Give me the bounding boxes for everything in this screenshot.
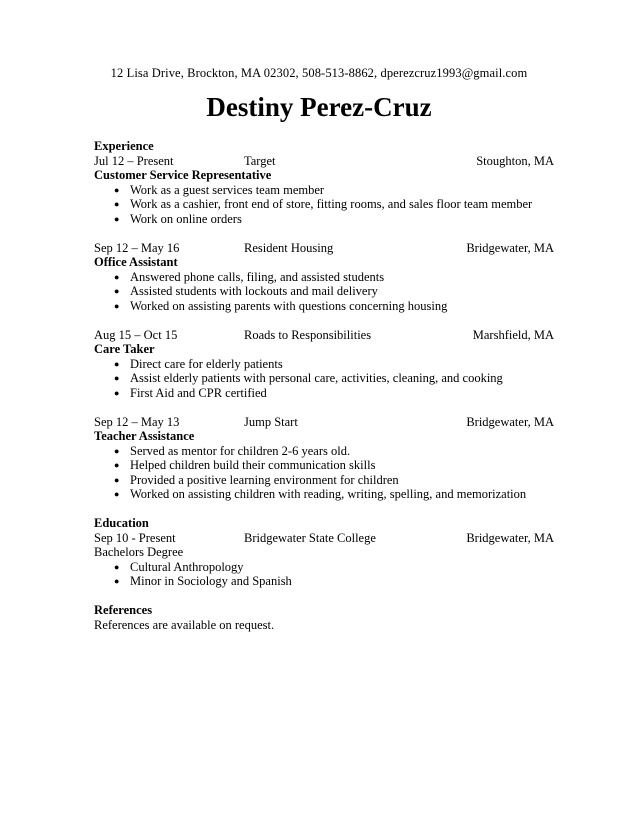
- education-location: Bridgewater, MA: [466, 530, 554, 545]
- list-item: ● Direct care for elderly patients: [114, 356, 283, 371]
- job-duties: [94, 183, 554, 227]
- job-role: Office Assistant: [94, 255, 178, 269]
- bullet-icon: ●: [114, 373, 120, 383]
- job-dates: Jul 12 – Present: [94, 153, 174, 168]
- job-employer: Resident Housing: [244, 240, 334, 255]
- job-dates: Sep 12 – May 13: [94, 414, 180, 429]
- resume-body: [94, 139, 554, 632]
- job-duties: [94, 357, 554, 401]
- bullet-icon: ●: [114, 213, 120, 224]
- education-degree: Bachelors Degree: [94, 545, 184, 559]
- job-header: [94, 241, 554, 256]
- list-item: ● Answered phone calls, filing, and assisted students: [114, 269, 385, 284]
- job-dates: Sep 12 – May 16: [94, 240, 180, 255]
- bullet-icon: ●: [114, 271, 120, 282]
- bullet-icon: ●: [114, 561, 120, 572]
- job-header: [94, 154, 554, 169]
- bullet-icon: ●: [114, 489, 120, 499]
- job-dates: Aug 15 – Oct 15: [94, 327, 178, 342]
- job-location: Stoughton, MA: [476, 153, 554, 168]
- references-heading: References: [94, 603, 153, 617]
- job-location: Marshfield, MA: [472, 327, 554, 342]
- job-location: Bridgewater, MA: [466, 414, 554, 429]
- bullet-icon: ●: [114, 199, 120, 209]
- education-school: Bridgewater State College: [244, 530, 376, 545]
- list-item: ● Assisted students with lockouts and mail delivery: [114, 284, 378, 298]
- bullet-icon: ●: [114, 286, 120, 296]
- experience-heading: Experience: [94, 139, 154, 153]
- list-item: ● Assist elderly patients with personal care, activities, cleaning, and cooking: [114, 371, 503, 385]
- job-role: Teacher Assistance: [94, 429, 195, 443]
- list-item: ● Worked on assisting children with reading, writing, spelling, and memorization: [114, 487, 527, 501]
- applicant-name: Destiny Perez-Cruz: [206, 92, 432, 122]
- list-item: ● Work as a guest services team member: [114, 182, 325, 197]
- job-duties: [94, 270, 554, 314]
- bullet-icon: ●: [114, 474, 120, 485]
- list-item: ● Worked on assisting parents with questions concerning housing: [114, 298, 448, 313]
- bullet-icon: ●: [114, 387, 120, 398]
- education-dates: Sep 10 - Present: [94, 530, 176, 545]
- contact-line: 12 Lisa Drive, Brockton, MA 02302, 508-513-8862, dperezcruz1993@gmail.com: [110, 66, 528, 80]
- bullet-icon: ●: [114, 445, 120, 456]
- education-heading: Education: [94, 516, 149, 530]
- list-item: ● Cultural Anthropology: [114, 559, 244, 574]
- bullet-icon: ●: [114, 358, 120, 369]
- list-item: ● Work on online orders: [114, 211, 242, 226]
- bullet-icon: ●: [114, 460, 120, 470]
- job-header: [94, 328, 554, 343]
- education-details: [94, 560, 554, 589]
- job-employer: Jump Start: [244, 414, 298, 429]
- bullet-icon: ●: [114, 576, 120, 586]
- job-role: Customer Service Representative: [94, 168, 272, 182]
- list-item: ● Minor in Sociology and Spanish: [114, 574, 292, 588]
- bullet-icon: ●: [114, 184, 120, 195]
- list-item: ● Work as a cashier, front end of store, fitting rooms, and sales floor team member: [114, 197, 533, 211]
- job-employer: Target: [244, 153, 276, 168]
- bullet-icon: ●: [114, 300, 120, 311]
- list-item: ● Provided a positive learning environment for children: [114, 472, 399, 487]
- references-text: References are available on request.: [94, 617, 275, 632]
- job-role: Care Taker: [94, 342, 155, 356]
- job-header: [94, 415, 554, 430]
- education-header: [94, 531, 554, 546]
- job-duties: [94, 444, 554, 502]
- list-item: ● First Aid and CPR certified: [114, 385, 267, 400]
- job-location: Bridgewater, MA: [466, 240, 554, 255]
- job-employer: Roads to Responsibilities: [244, 327, 372, 342]
- list-item: ● Served as mentor for children 2-6 years old.: [114, 443, 351, 458]
- list-item: ● Helped children build their communication skills: [114, 458, 376, 472]
